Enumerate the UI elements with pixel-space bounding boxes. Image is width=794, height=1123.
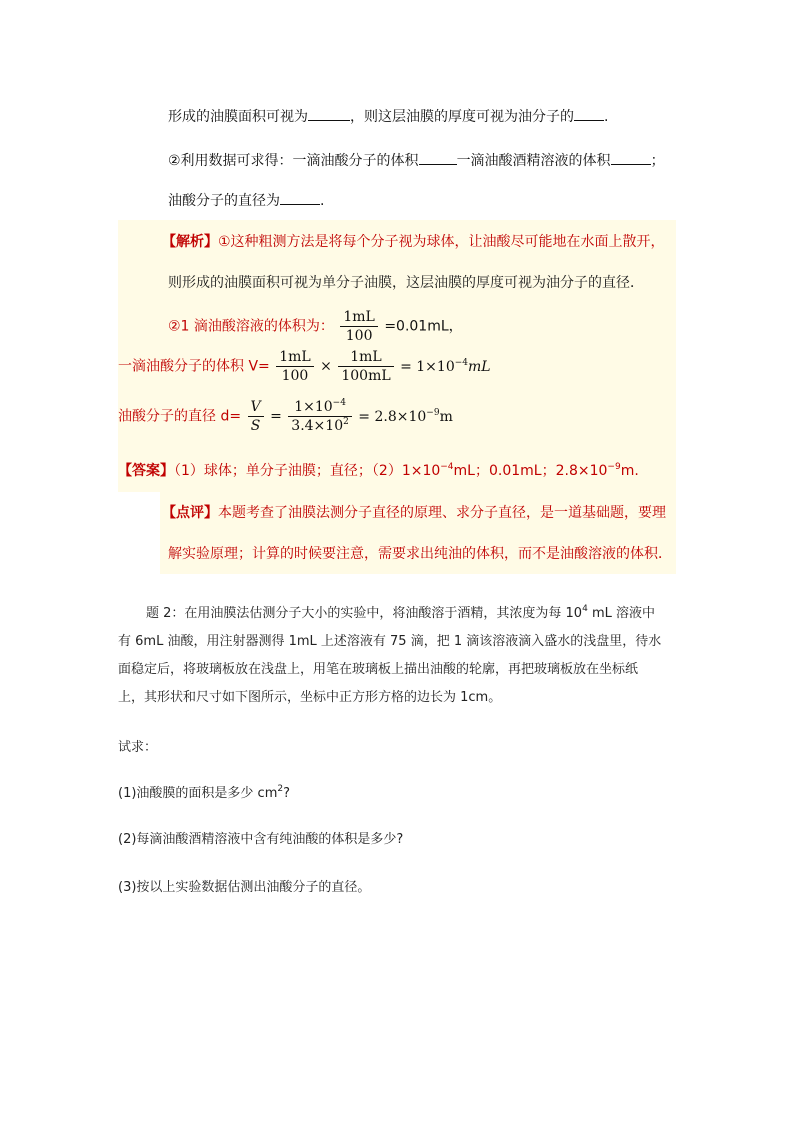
analysis-line-1 <box>162 232 665 252</box>
blank-diameter <box>280 190 320 205</box>
blank-area <box>308 106 350 121</box>
text: ②利用数据可求得：一滴油酸分子的体积 <box>168 153 419 169</box>
problem2-line-1: 题 2：在用油膜法估测分子大小的实验中，将油酸溶于酒精，其浓度为每 $10^4$ mL 溶液中 <box>146 604 655 621</box>
question-line-1 <box>168 106 608 127</box>
analysis-text: ①这种粗测方法是将每个分子视为球体，让油酸尽可能地在水面上散开， <box>218 234 665 250</box>
comment-text: 解实验原理；计算的时候要注意，需要求出纯油的体积，而不是油酸溶液的体积． <box>168 546 672 562</box>
fraction: $\frac{V}{S}$ <box>248 398 264 435</box>
answer-tag: 【答案】 <box>118 463 174 479</box>
answer-text: （1）球体；单分子油膜；直径；$(2)1\times 10^{-4}mL$；0.01mL；$2.8\times 10^{-9}m$. <box>174 462 639 479</box>
comment-text: 本题考查了油膜法测分子直径的原理、求分子直径，是一道基础题，要理 <box>218 505 666 521</box>
eq-label: 油酸分子的直径 d= <box>118 408 242 425</box>
equals: = <box>270 408 282 425</box>
problem2-line-3: 面稳定后，将玻璃板放在浅盘上，用笔在玻璃板上描出油酸的轮廓，再把玻璃板放在坐标纸 <box>118 662 639 677</box>
problem2-q2: (2)每滴油酸酒精溶液中含有纯油酸的体积是多少? <box>118 832 404 847</box>
question-line-3 <box>168 190 324 211</box>
text: 一滴油酸酒精溶液的体积 <box>456 153 611 169</box>
analysis-line-2 <box>168 273 644 293</box>
text: ； <box>650 153 665 169</box>
text: ，则这层油膜的厚度可视为油分子的 <box>350 109 574 125</box>
problem2-ask: 试求： <box>118 740 158 755</box>
eq-result: = $1\times 10^{-4}mL$ <box>400 357 491 375</box>
comment-tag: 【点评】 <box>162 505 218 521</box>
fraction: $\frac{1mL}{100mL}$ <box>338 348 393 385</box>
analysis-text: 则形成的油膜面积可视为单分子油膜，这层油膜的厚度可视为油分子的直径． <box>168 275 644 291</box>
eq-result: =0.01mL， <box>384 318 463 335</box>
text: . <box>604 109 609 125</box>
problem2-line-2: 有 6mL 油酸，用注射器测得 1mL 上述溶液有 75 滴，把 1 滴该溶液滴入盛水的浅盘里，待水 <box>118 634 662 649</box>
equation-3 <box>118 398 453 435</box>
eq-result: = $2.8\times 10^{-9}m$ <box>358 407 453 425</box>
fraction: $\frac{1\times 10^{-4}}{3.4\times 10^2}$ <box>288 398 352 435</box>
problem2-line-4: 上，其形状和尺寸如下图所示，坐标中正方形方格的边长为 1cm。 <box>118 690 502 705</box>
problem2-q1: (1)油酸膜的面积是多少 $cm^2$? <box>118 784 290 801</box>
comment-line-2 <box>168 544 672 564</box>
text: . <box>320 193 325 209</box>
times: × <box>320 358 332 375</box>
problem2-q3: (3)按以上实验数据估测出油酸分子的直径。 <box>118 880 371 895</box>
eq-label: ②1 滴油酸溶液的体积为： <box>168 318 334 335</box>
text: 形成的油膜面积可视为 <box>168 109 308 125</box>
answer-line <box>118 461 639 481</box>
eq-label: 一滴油酸分子的体积 V= <box>118 358 270 375</box>
blank-molecule <box>574 106 604 121</box>
question-line-2 <box>168 150 665 171</box>
text: 油酸分子的直径为 <box>168 193 280 209</box>
equation-1 <box>168 308 463 345</box>
analysis-tag: 【解析】 <box>162 234 218 250</box>
comment-line-1 <box>162 503 666 523</box>
blank-volume-1 <box>419 150 457 165</box>
equation-2 <box>118 348 491 385</box>
fraction: $\frac{1mL}{100}$ <box>276 348 313 385</box>
fraction: $\frac{1mL}{100}$ <box>340 308 377 345</box>
blank-volume-2 <box>611 150 651 165</box>
